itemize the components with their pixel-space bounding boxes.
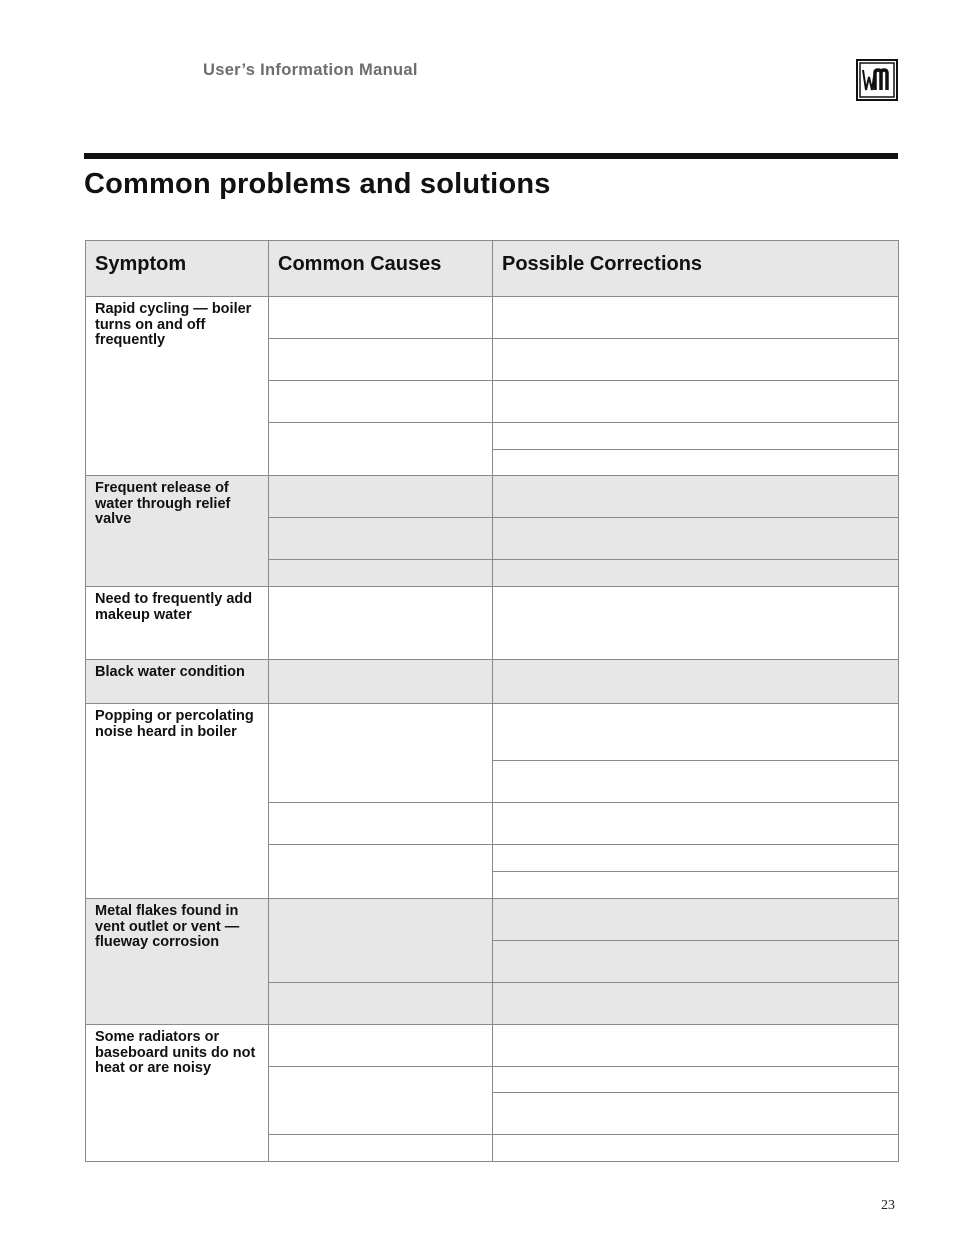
correction-cell [492, 1024, 899, 1067]
correction-cell [492, 1066, 899, 1093]
cause-cell [268, 982, 493, 1025]
cause-cell [268, 1066, 493, 1135]
cause-cell [268, 1134, 493, 1162]
correction-cell [492, 296, 899, 339]
column-header-corrections: Possible Corrections [492, 240, 899, 297]
page-title: Common problems and solutions [84, 168, 551, 200]
symptom-metal-flakes: Metal flakes found in vent outlet or vent — flueway corrosion [85, 898, 269, 1025]
correction-cell [492, 380, 899, 423]
correction-cell [492, 760, 899, 803]
cause-cell [268, 659, 493, 704]
column-header-causes: Common Causes [268, 240, 493, 297]
symptom-popping-noise: Popping or percolating noise heard in boiler [85, 703, 269, 899]
symptom-makeup-water: Need to frequently add makeup water [85, 586, 269, 660]
symptom-black-water: Black water condition [85, 659, 269, 704]
correction-cell [492, 703, 899, 761]
symptom-radiators: Some radiators or baseboard units do not heat or are noisy [85, 1024, 269, 1162]
symptom-relief-valve: Frequent release of water through relief valve [85, 475, 269, 587]
cause-cell [268, 559, 493, 587]
column-header-symptom: Symptom [85, 240, 269, 297]
correction-cell [492, 449, 899, 476]
correction-cell [492, 844, 899, 872]
cause-cell [268, 703, 493, 803]
correction-cell [492, 1092, 899, 1135]
cause-cell [268, 586, 493, 660]
correction-cell [492, 898, 899, 941]
correction-cell [492, 586, 899, 660]
cause-cell [268, 844, 493, 899]
cause-cell [268, 517, 493, 560]
correction-cell [492, 802, 899, 845]
symptom-rapid-cycling: Rapid cycling — boiler turns on and off frequently [85, 296, 269, 476]
title-rule [84, 153, 898, 159]
cause-cell [268, 1024, 493, 1067]
correction-cell [492, 517, 899, 560]
cause-cell [268, 380, 493, 423]
correction-cell [492, 871, 899, 899]
cause-cell [268, 802, 493, 845]
cause-cell [268, 898, 493, 983]
cause-cell [268, 338, 493, 381]
wm-logo [856, 59, 898, 101]
cause-cell [268, 475, 493, 518]
correction-cell [492, 559, 899, 587]
cause-cell [268, 422, 493, 476]
cause-cell [268, 296, 493, 339]
correction-cell [492, 422, 899, 450]
page-number: 23 [881, 1198, 895, 1213]
correction-cell [492, 940, 899, 983]
correction-cell [492, 338, 899, 381]
troubleshooting-table [85, 240, 899, 1162]
correction-cell [492, 1134, 899, 1162]
correction-cell [492, 982, 899, 1025]
manual-title: User’s Information Manual [203, 61, 418, 79]
correction-cell [492, 475, 899, 518]
correction-cell [492, 659, 899, 704]
